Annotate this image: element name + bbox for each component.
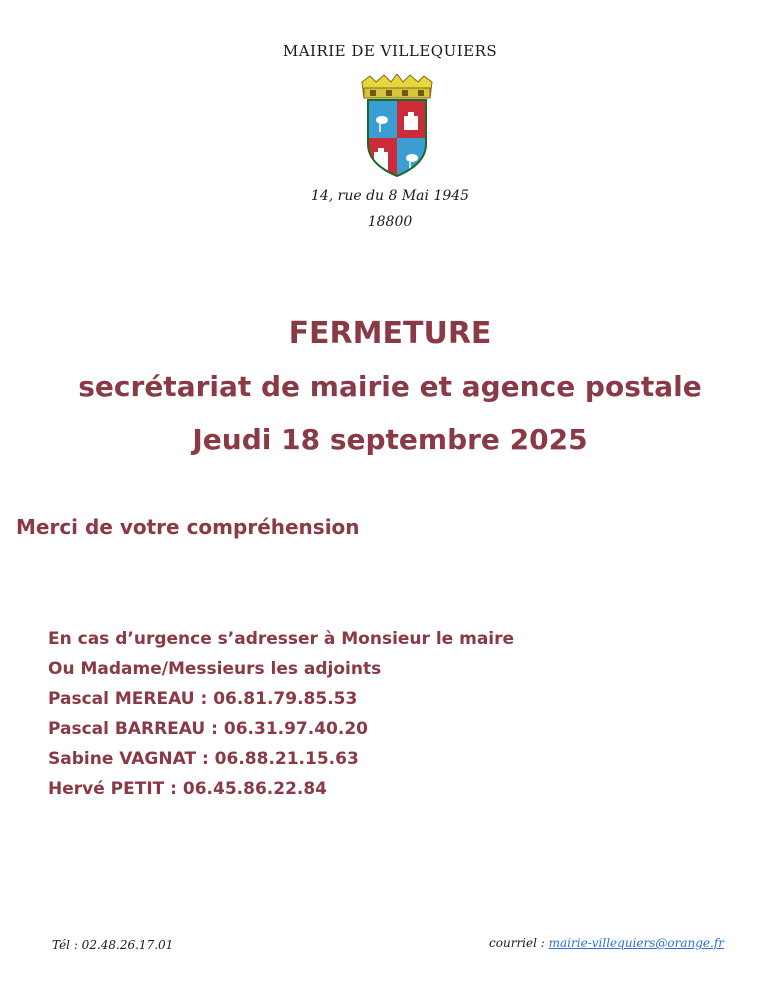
footer-phone: Tél : 02.48.26.17.01 (52, 938, 174, 952)
footer-email (489, 936, 724, 950)
notice-date: Jeudi 18 septembre 2025 (192, 423, 588, 456)
address-street: 14, rue du 8 Mai 1945 (310, 188, 470, 204)
contacts-intro-adjoints: Ou Madame/Messieurs les adjoints (48, 659, 382, 679)
contact-person: Pascal BARREAU : 06.31.97.40.20 (48, 719, 368, 739)
address-postcode: 18800 (367, 214, 413, 230)
thanks-text: Merci de votre compréhension (16, 515, 360, 539)
contacts-block (48, 624, 514, 804)
contact-person: Hervé PETIT : 06.45.86.22.84 (48, 779, 328, 799)
mairie-title: MAIRIE DE VILLEQUIERS (282, 42, 498, 60)
email-link[interactable]: mairie-villequiers@orange.fr (548, 936, 724, 950)
email-label: courriel : (489, 936, 545, 950)
contact-person: Sabine VAGNAT : 06.88.21.15.63 (48, 749, 359, 769)
contacts-intro: En cas d’urgence s’adresser à Monsieur le maire (48, 629, 515, 649)
contact-person: Pascal MEREAU : 06.81.79.85.53 (48, 689, 358, 709)
notice-subtitle: secrétariat de mairie et agence postale (78, 370, 702, 403)
notice-title: FERMETURE (288, 316, 492, 351)
coat-of-arms-icon (356, 74, 438, 178)
